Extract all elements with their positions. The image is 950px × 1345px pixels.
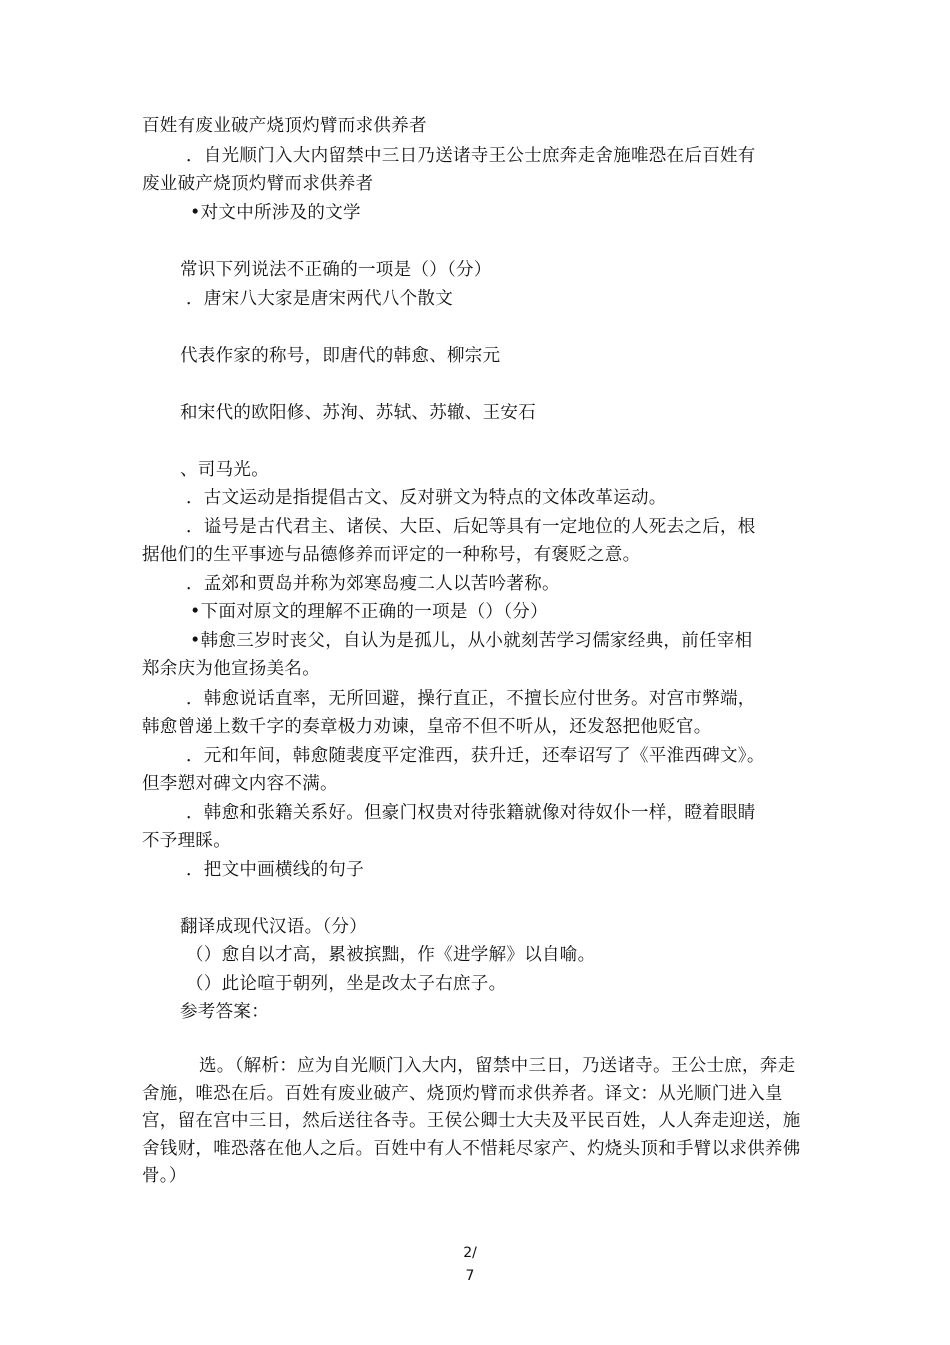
text-line: •韩愈三岁时丧父，自认为是孤儿，从小就刻苦学习儒家经典，前任宰相 xyxy=(190,631,753,651)
text-line: ．古文运动是指提倡古文、反对骈文为特点的文体改革运动。 xyxy=(186,488,667,508)
text-line: 韩愈曾递上数千字的奏章极力劝谏，皇帝不但不听从，还发怒把他贬官。 xyxy=(142,717,712,737)
text-line: 代表作家的称号，即唐代的韩愈、柳宗元 xyxy=(180,346,501,366)
text-line: 但李愬对碑文内容不满。 xyxy=(142,774,338,794)
text-line: ．把文中画横线的句子 xyxy=(186,860,364,880)
text-line: ．韩愈说话直率，无所回避，操行直正，不擅长应付世务。对宫市弊端， xyxy=(186,689,756,709)
text-line: ．谥号是古代君主、诸侯、大臣、后妃等具有一定地位的人死去之后，根 xyxy=(186,517,756,537)
text-line: 和宋代的欧阳修、苏洵、苏轼、苏辙、王安石 xyxy=(180,403,536,423)
page-number-current: 2/ xyxy=(463,1245,477,1261)
text-line: 翻译成现代汉语。（分） xyxy=(180,917,368,937)
text-line: •对文中所涉及的文学 xyxy=(190,203,361,223)
text-line: ．孟郊和贾岛并称为郊寒岛瘦二人以苦吟著称。 xyxy=(186,574,560,594)
answer-paragraph: 选。（解析：应为自光顺门入大内，留禁中三日，乃送诸寺。王公士庶，奔走舍施，唯恐在后。百姓有废业破产、烧顶灼臂而求供养者。译文：从光顺门进入皇宫，留在宫中三日，然后送往各寺。王侯公卿士大夫及平民百姓，人人奔走迎送，施舍钱财，唯恐落在他人之后。百姓中有人不惜耗尽家产、灼烧头顶和手臂以求供养佛骨。） xyxy=(142,1056,801,1186)
text-line: 参考答案： xyxy=(180,1002,269,1022)
text-line: 、司马光。 xyxy=(180,460,269,480)
text-line: ．元和年间，韩愈随裴度平定淮西，获升迁，还奉诏写了《平淮西碑文》。 xyxy=(186,746,765,766)
text-line: 废业破产烧顶灼臂而求供养者 xyxy=(142,174,374,194)
text-line: （）此论喧于朝列，坐是改太子右庶子。 xyxy=(186,974,507,994)
text-line: 百姓有废业破产烧顶灼臂而求供养者 xyxy=(142,116,427,136)
text-line: ．唐宋八大家是唐宋两代八个散文 xyxy=(186,289,453,309)
text-line: ．韩愈和张籍关系好。但豪门权贵对待张籍就像对待奴仆一样，瞪着眼睛 xyxy=(186,803,756,823)
page-number-total: 7 xyxy=(465,1268,475,1284)
text-line: 常识下列说法不正确的一项是（）（分） xyxy=(180,260,492,280)
text-line: 不予理睬。 xyxy=(142,831,231,851)
text-line: 郑余庆为他宣扬美名。 xyxy=(142,659,320,679)
text-line: •下面对原文的理解不正确的一项是（）（分） xyxy=(190,602,548,622)
text-line: 据他们的生平事迹与品德修养而评定的一种称号，有褒贬之意。 xyxy=(142,545,641,565)
text-line: ．自光顺门入大内留禁中三日乃送诸寺王公士庶奔走舍施唯恐在后百姓有 xyxy=(186,146,756,166)
text-line: （）愈自以才高，累被摈黜，作《进学解》以自喻。 xyxy=(186,945,596,965)
